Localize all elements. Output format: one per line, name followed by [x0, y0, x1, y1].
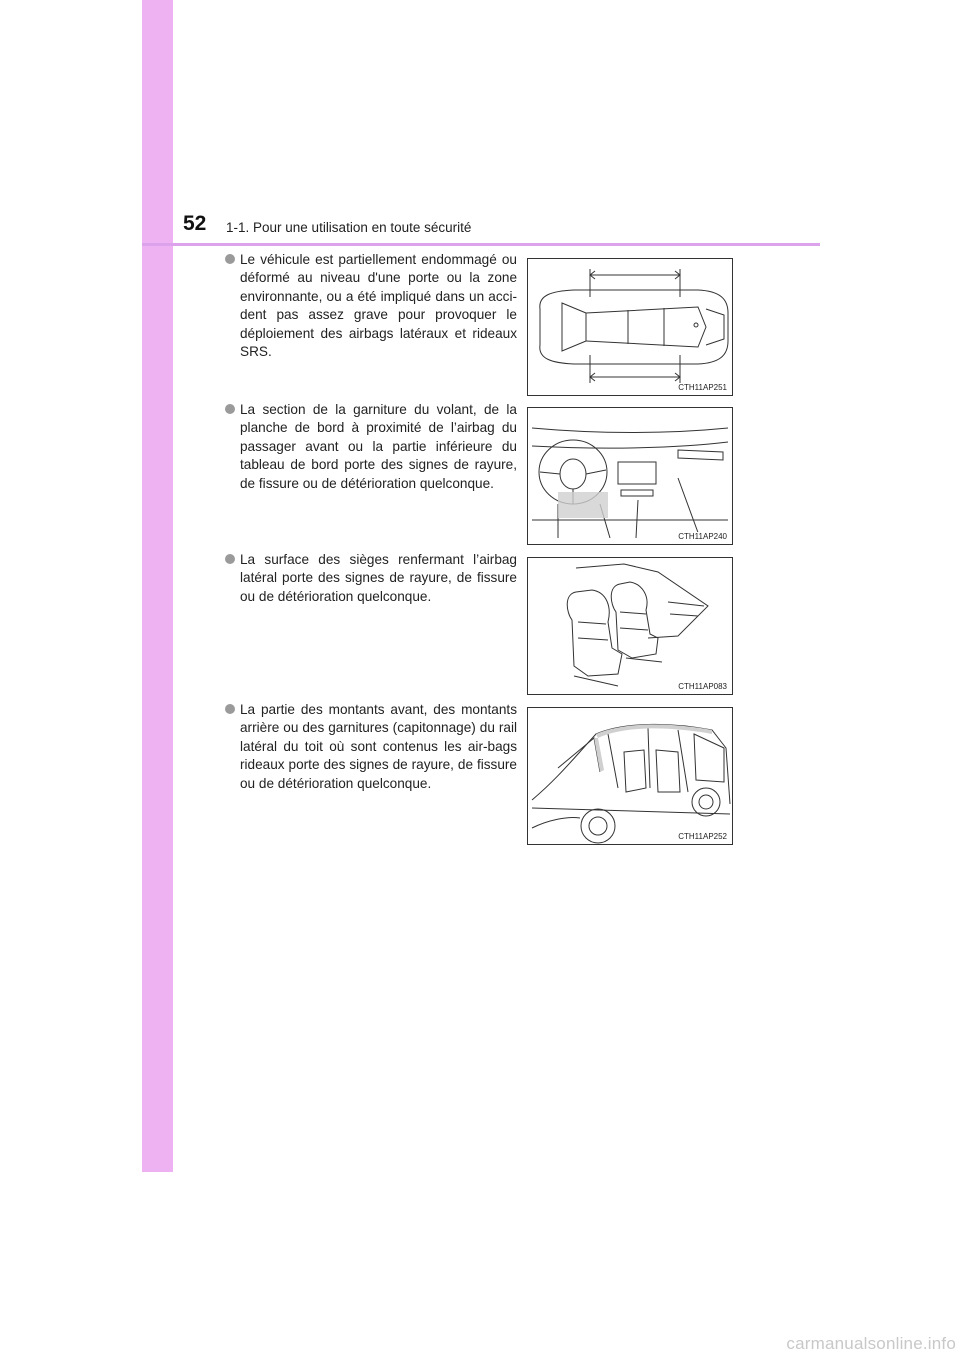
dashboard-icon [528, 408, 732, 544]
car-top-view-icon [528, 259, 732, 395]
section-title: 1-1. Pour une utilisation en toute sécurité [226, 220, 472, 235]
list-item [225, 701, 517, 793]
page-number: 52 [183, 212, 207, 235]
figure-code: CTH11AP251 [678, 383, 727, 392]
figure-front-seats [527, 557, 733, 695]
bullet-icon [225, 554, 235, 564]
figure-code: CTH11AP083 [678, 682, 727, 691]
figure-car-top-view [527, 258, 733, 396]
figure-code: CTH11AP252 [678, 832, 727, 841]
figure-code: CTH11AP240 [678, 532, 727, 541]
list-item [225, 251, 517, 361]
bullet-icon [225, 704, 235, 714]
watermark: carmanualsonline.info [786, 1334, 956, 1353]
list-item [225, 401, 517, 493]
chapter-sidebar [142, 0, 173, 1172]
list-item [225, 551, 517, 606]
item-text: La partie des montants avant, des montants arrière ou des garnitures (capitonnage) du rail latéral du toit où sont contenus les air-bags rideaux porte des signes de rayure, de fissure ou de détérioration quelconque. [240, 702, 517, 791]
front-seats-icon [528, 558, 732, 694]
figure-car-side-interior [527, 707, 733, 845]
car-side-interior-icon [528, 708, 732, 844]
figure-dashboard [527, 407, 733, 545]
item-text: La section de la garniture du volant, de la planche de bord à proximité de l’airbag du passager avant ou la partie inférieure du tableau de bord porte des signes de rayure, de fissure ou de détérioration quelconque. [240, 402, 517, 491]
header-rule [142, 243, 820, 246]
bullet-icon [225, 254, 235, 264]
item-text: Le véhicule est partiellement endommagé ou déformé au niveau d'une porte ou la zone environnante, ou a été impliqué dans un acci-dent pas assez grave pour provoquer le déploiement des airbags latéraux et rideaux SRS. [240, 252, 517, 360]
item-text: La surface des sièges renfermant l’airbag latéral porte des signes de rayure, de fissure ou de détérioration quelconque. [240, 552, 517, 604]
bullet-icon [225, 404, 235, 414]
